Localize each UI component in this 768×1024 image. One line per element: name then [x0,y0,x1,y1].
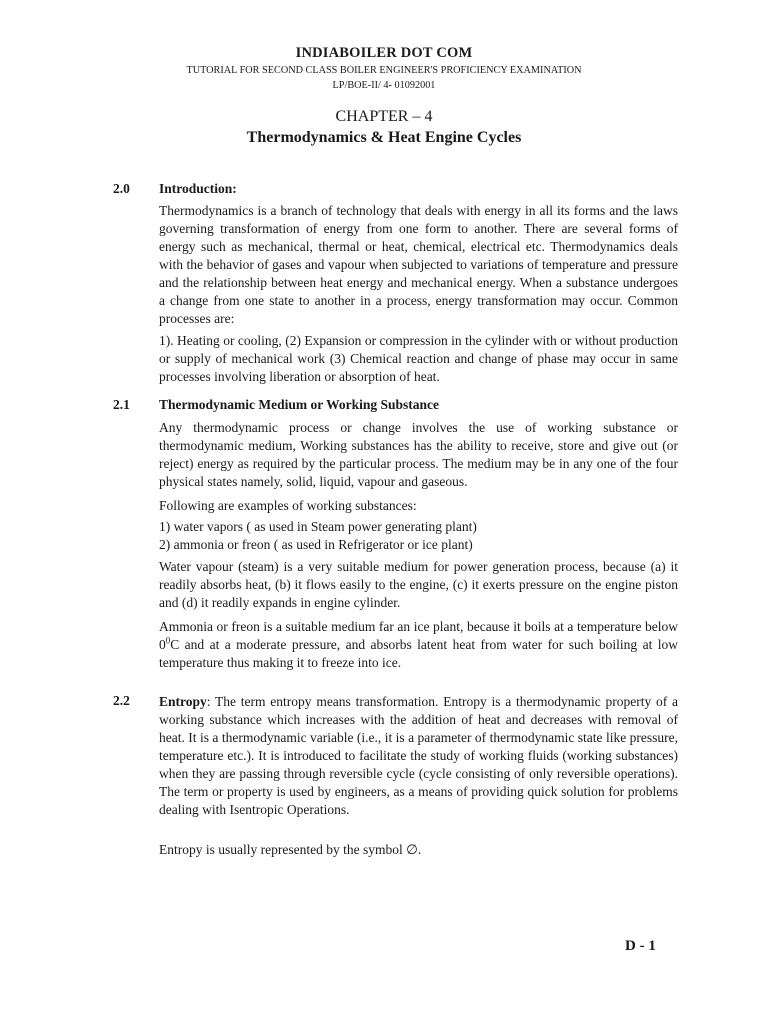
section-heading-working-substance: Thermodynamic Medium or Working Substance [159,397,440,412]
working-substance-paragraph: Any thermodynamic process or change involves the use of working substance or thermodynamic medium, Working substances has the ability to receive, store and give out (or reject) energy as required by the particular process. The medium may be in any one of the four physical states namely, solid, liquid, vapour and gaseous. [159,420,678,489]
section-number-2-0: 2.0 [113,181,130,196]
document-code: LP/BOE-II/ 4- 01092001 [332,79,436,91]
chapter-label: CHAPTER – 4 [335,108,433,125]
section-number-2-1: 2.1 [113,397,130,412]
list-item: 1) water vapors ( as used in Steam power generating plant) [159,519,477,534]
section-number-2-2: 2.2 [113,693,130,708]
chapter-title: Thermodynamics & Heat Engine Cycles [246,129,522,146]
tutorial-line: TUTORIAL FOR SECOND CLASS BOILER ENGINEER'S PROFICIENCY EXAMINATION [186,64,582,76]
examples-intro: Following are examples of working substances: [159,498,417,513]
steam-paragraph: Water vapour (steam) is a very suitable medium for power generation process, because (a) it readily absorbs heat, (b) it flows easily to the engine, (c) it exerts pressure on the engine piston and (d) it readily expands in engine cylinder. [159,559,678,610]
ammonia-paragraph: Ammonia or freon is a suitable medium far an ice plant, because it boils at a temperature below $0^0C$ and at a moderate pressure, and absorbs latent heat from water for such boiling at low temperature thus making it to freeze into ice. [159,619,678,670]
entropy-paragraph: Entropy: The term entropy means transformation. Entropy is a thermodynamic property of a working substance which increases with the addition of heat and decreases with removal of heat. It is a thermodynamic variable (i.e., it is a parameter of thermodynamic state like pressure, temperature etc.). It is introduced to facilitate the study of working fluids (working substances) when they are passing through reversible cycle (cycle consisting of only reversible operations). The term or property is used by engineers, as a means of providing quick solution for problems dealing with Isentropic Operations. [159,694,678,817]
entropy-symbol-line: Entropy is usually represented by the symbol ∅. [159,842,422,857]
section-heading-introduction: Introduction: [159,181,237,196]
intro-paragraph: Thermodynamics is a branch of technology that deals with energy in all its forms and the laws governing transformation of energy from one form to another. There are several forms of energy such as mechanical, thermal or heat, chemical, electrical etc. Thermodynamics deals with the behavior of gases and vapour when subjected to variations of temperature and pressure and the relationship between heat energy and mechanical energy. When a substance undergoes a change from one state to another in a process, energy transformation may occur. Common processes are: [159,203,678,326]
org-title: INDIABOILER DOT COM [295,45,473,61]
page-number: D - 1 [625,938,656,954]
processes-paragraph: 1). Heating or cooling, (2) Expansion or compression in the cylinder with or without production or supply of mechanical work (3) Chemical reaction and change of phase may occur in same processes involving liberation or absorption of heat. [159,333,678,384]
entropy-term: Entropy [159,694,207,709]
list-item: 2) ammonia or freon ( as used in Refrigerator or ice plant) [159,537,473,552]
